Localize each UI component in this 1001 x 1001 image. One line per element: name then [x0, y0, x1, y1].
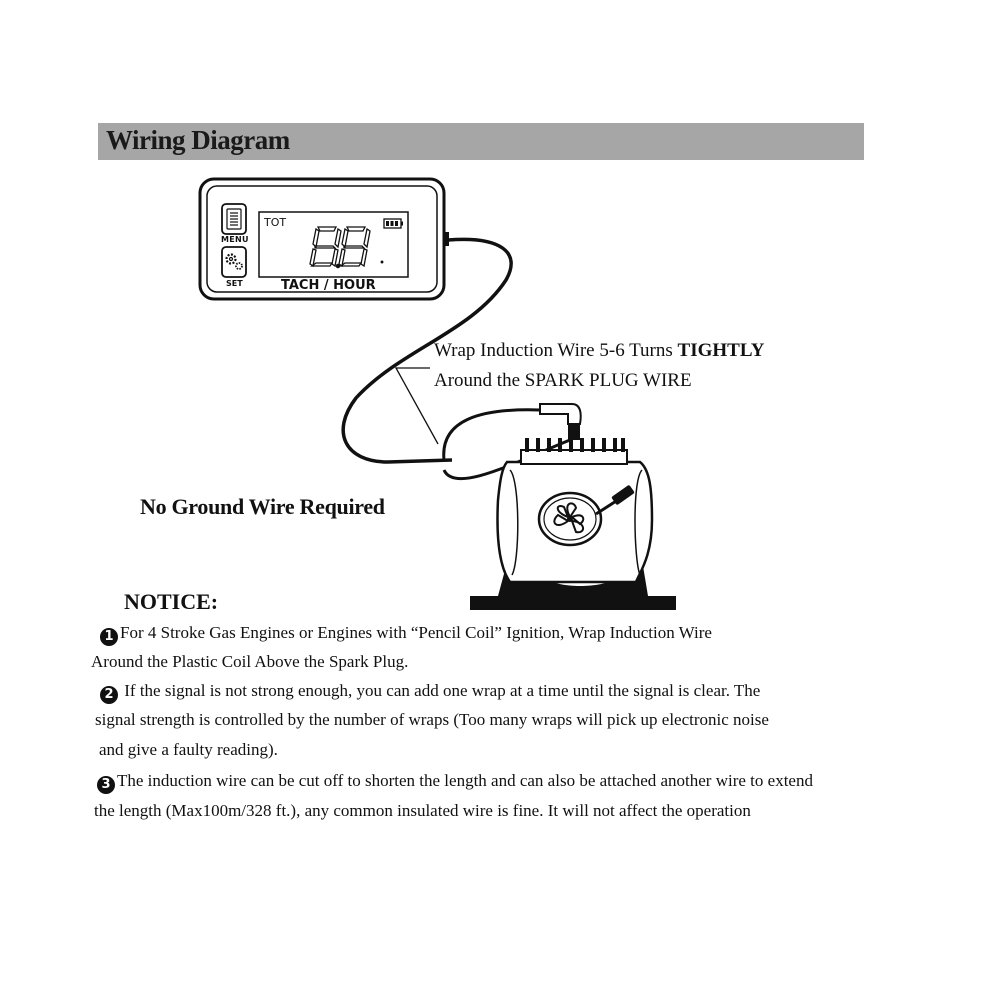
- callout-line-1: [434, 340, 764, 362]
- notice-item-1-text-1: For 4 Stroke Gas Engines or Engines with “Pencil Coil” Ignition, Wrap Induction Wire: [120, 623, 712, 642]
- notice-item-3-line-2: the length (Max100m/328 ft.), any common insulated wire is fine. It will not affect the operation: [94, 801, 751, 820]
- engine-illustration: [470, 404, 676, 610]
- notice-title: NOTICE:: [124, 589, 219, 614]
- callout-leader: [396, 368, 438, 444]
- notice-item-2-line-3: and give a faulty reading).: [99, 740, 278, 759]
- notice-item-2-line-1: [100, 681, 760, 704]
- lcd-mode-label: TOT: [264, 216, 287, 229]
- notice-number-2: 2: [100, 686, 118, 704]
- notice-item-1-line-1: [100, 623, 712, 646]
- notice-item-3-line-1: [97, 771, 813, 794]
- callout-instruction: Wrap Induction Wire 5-6 Turns: [434, 340, 678, 361]
- menu-button-label: MENU: [221, 235, 249, 244]
- notice-item-1-line-2: Around the Plastic Coil Above the Spark Plug.: [91, 652, 409, 671]
- section-title: Wiring Diagram: [106, 125, 290, 155]
- callout-line-2: Around the SPARK PLUG WIRE: [434, 370, 692, 391]
- set-button[interactable]: [222, 247, 246, 277]
- notice-item-3-text-1: The induction wire can be cut off to shorten the length and can also be attached another wire to extend: [117, 771, 813, 790]
- notice-number-3: 3: [97, 776, 115, 794]
- ground-note: No Ground Wire Required: [140, 494, 385, 519]
- notice-number-1: 1: [100, 628, 118, 646]
- meter-model-label: TACH / HOUR: [281, 278, 376, 293]
- notice-item-2-line-2: signal strength is controlled by the number of wraps (Too many wraps will pick up electronic noise: [95, 710, 769, 729]
- callout-emphasis: TIGHTLY: [677, 340, 765, 361]
- notice-item-2-text-1: If the signal is not strong enough, you can add one wrap at a time until the signal is clear. The: [120, 681, 761, 700]
- set-button-label: SET: [226, 279, 243, 288]
